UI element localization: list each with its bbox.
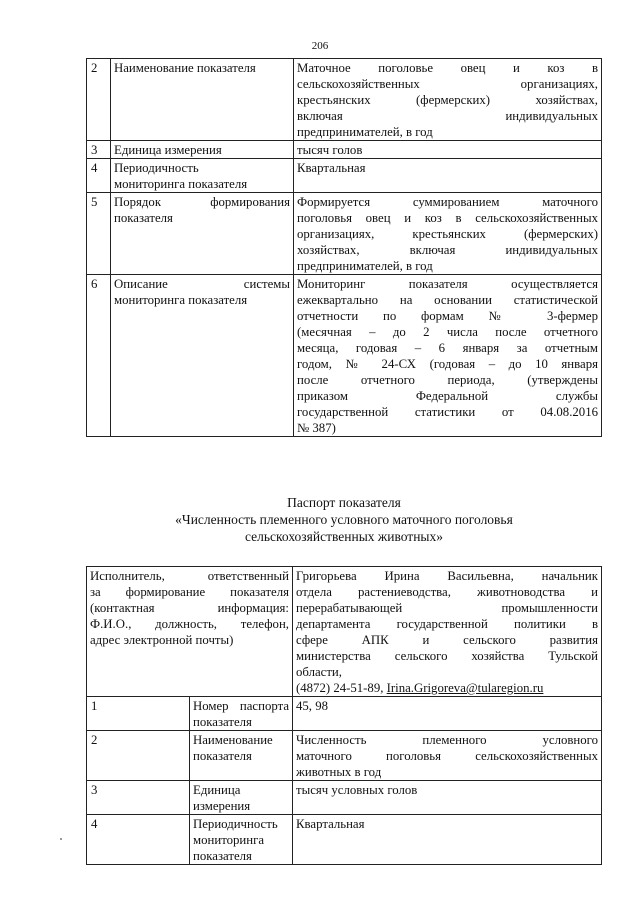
row-value: Численность племенного условного маточного поголовья сельскохозяйственных животных в год: [293, 731, 602, 781]
executor-email-link[interactable]: Irina.Grigoreva@tularegion.ru: [386, 681, 544, 695]
row-value: 45, 98: [293, 697, 602, 731]
executor-row: [87, 567, 602, 697]
passport-title: Паспорт показателя «Численность племенного условного маточного поголовья сельскохозяйственных животных»: [175, 495, 513, 544]
executor-value: Григорьева Ирина Васильевна, начальник отдела растениеводства, животноводства и перерабатывающей промышленности департамента государственной политики в сфере АПК и сельского развития министерства сельского хозяйства Тульской области, (4872) 24-51-89, Irina.Grigoreva@tularegion.ru: [293, 567, 602, 697]
table-row: [87, 697, 602, 731]
row-value: Квартальная: [293, 815, 602, 865]
table-row: [87, 159, 602, 193]
row-label: Наименование показателя: [111, 59, 294, 141]
row-number: 2: [87, 731, 190, 781]
row-label: Единица измерения: [190, 781, 293, 815]
row-value: Квартальная: [294, 159, 602, 193]
row-label: Периодичность мониторинга показателя: [111, 159, 294, 193]
executor-phone: (4872) 24-51-89,: [296, 681, 387, 695]
row-number: 3: [87, 781, 190, 815]
row-value: тысяч голов: [294, 141, 602, 159]
row-label: Наименование показателя: [190, 731, 293, 781]
row-number: 3: [87, 141, 111, 159]
page-number: 206: [311, 40, 329, 52]
row-value: Мониторинг показателя осуществляется ежеквартально на основании статистической отчетности по формам № 3-фермер (месячная – до 2 числа после отчетного месяца, годовая – 6 января за отчетным годом, № 24-СХ (годовая – до 10 января после отчетного периода, (утверждены приказом Федеральной службы государственной статистики от 04.08.2016 № 387): [294, 275, 602, 437]
row-value: Маточное поголовье овец и коз в сельскохозяйственных организациях, крестьянских (фермерских) хозяйствах, включая индивидуальных предпринимателей, в год: [294, 59, 602, 141]
row-number: 5: [87, 193, 111, 275]
table-row: [87, 275, 602, 437]
row-label: Порядок формирования показателя: [111, 193, 294, 275]
indicator-table-1: [86, 58, 602, 437]
row-number: 4: [87, 159, 111, 193]
row-label: Периодичность мониторинга показателя: [190, 815, 293, 865]
table-row: [87, 193, 602, 275]
row-number: 6: [87, 275, 111, 437]
table-row: [87, 815, 602, 865]
table-row: [87, 731, 602, 781]
row-number: 4: [87, 815, 190, 865]
row-number: 1: [87, 697, 190, 731]
row-label: Описание системы мониторинга показателя: [111, 275, 294, 437]
table-row: [87, 781, 602, 815]
row-value: Формируется суммированием маточного поголовья овец и коз в сельскохозяйственных организациях, крестьянских (фермерских) хозяйствах, включая индивидуальных предпринимателей, в год: [294, 193, 602, 275]
table-row: [87, 59, 602, 141]
executor-label: Исполнитель, ответственный за формирование показателя (контактная информация: Ф.И.О., должность, телефон, адрес электронной почты): [87, 567, 293, 697]
row-value: тысяч условных голов: [293, 781, 602, 815]
row-label: Номер паспорта показателя: [190, 697, 293, 731]
row-number: 2: [87, 59, 111, 141]
indicator-table-2: [86, 566, 602, 865]
table-row: [87, 141, 602, 159]
scan-speck: [60, 838, 62, 840]
row-label: Единица измерения: [111, 141, 294, 159]
